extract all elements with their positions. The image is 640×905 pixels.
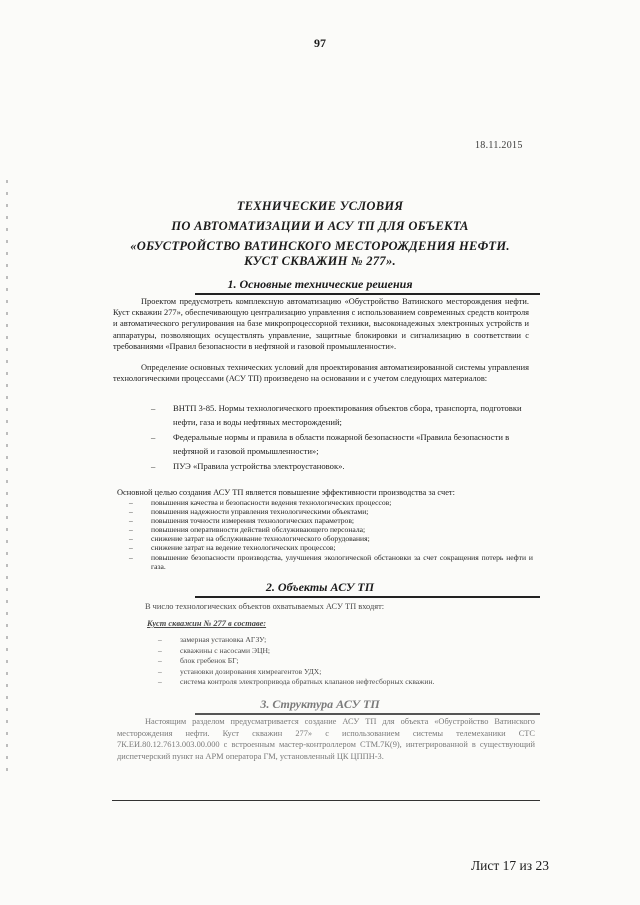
object-item: – замерная установка АГЗУ; — [150, 635, 535, 646]
materials-item: – ВНТП 3-85. Нормы технологического проектирования объектов сбора, транспорта, подготовки нефти, газа и воды нефтяных месторождений; — [143, 402, 533, 429]
object-item: – система контроля электропривода обратных клапанов нефтесборных скважин. — [150, 677, 535, 688]
section1-paragraph-1: Проектом предусмотреть комплексную автоматизацию «Обустройство Ватинского месторождения нефти. Куст скважин 277», обеспечивающую централизацию управления с использованием современных средств контроля и автоматического регулирования на базе микропроцессорной техники, высоконадежных электронных устройств и аппаратуры, позволяющих осуществлять управление, защитные блокировки и сигнализацию в соответствии с требованиями «Правил безопасности в нефтяной и газовой промышленности». — [113, 297, 529, 351]
heading-underline — [195, 713, 540, 715]
goal-item: – снижение затрат на обслуживание технологического оборудования; — [121, 534, 533, 543]
heading-underline — [195, 596, 540, 598]
goal-item: – снижение затрат на ведение технологических процессов; — [121, 543, 533, 552]
section2-heading: 2. Объекты АСУ ТП — [265, 580, 375, 594]
object-item: – блок гребенок БГ; — [150, 656, 535, 667]
title-line-4: КУСТ СКВАЖИН № 277». — [244, 254, 396, 268]
sheet-counter — [471, 858, 549, 874]
document-date: 18.11.2015 — [475, 140, 523, 151]
objects-list — [150, 635, 535, 688]
goal-item: – повышения оперативности действий обслуживающего персонала; — [121, 525, 533, 534]
section2-subheading: Куст скважин № 277 в составе: — [147, 619, 267, 628]
sheet-current: 17 — [502, 858, 517, 873]
title-line-2: ПО АВТОМАТИЗАЦИИ И АСУ ТП ДЛЯ ОБЪЕКТА — [171, 219, 469, 233]
scan-binding-holes — [6, 180, 9, 820]
page-number: 97 — [314, 36, 326, 50]
goals-list — [121, 498, 533, 571]
goal-item: – повышения надежности управления технологическими объектами; — [121, 507, 533, 516]
section2-intro: В число технологических объектов охватываемых АСУ ТП входят: — [145, 602, 385, 611]
sheet-of: из — [519, 858, 533, 873]
object-item: – скважины с насосами ЭЦН; — [150, 646, 535, 657]
goal-item: – повышения точности измерения технологических параметров; — [121, 516, 533, 525]
section1-paragraph-2: Определение основных технических условий для проектирования автоматизированной системы управления технологическими процессами (АСУ ТП) произведено на основании и с учетом следующих материалов: — [113, 363, 529, 384]
goal-item: – повышение безопасности производства, улучшения экологической обстановки за счет сокращения потерь нефти и газа. — [121, 553, 533, 571]
materials-item: – Федеральные нормы и правила в области пожарной безопасности «Правила безопасности в нефтяной и газовой промышленности»; — [143, 431, 533, 458]
title-line-3: «ОБУСТРОЙСТВО ВАТИНСКОГО МЕСТОРОЖДЕНИЯ НЕФТИ. — [130, 239, 510, 253]
sheet-label: Лист — [471, 858, 500, 873]
section3-paragraph: Настоящим разделом предусматривается создание АСУ ТП для объекта «Обустройство Ватинского месторождения нефти. Куст скважин 277» с использованием системы телемеханики СТС 7К.ЕИ.80.12.7613.003.00.000 с встроенным мастер-контроллером СТМ.7К(9), интегрированной в существующий диспетчерский пункт на АРМ оператора ГМ, установленный ЦК ЦППН-3. — [117, 717, 535, 761]
materials-item: – ПУЭ «Правила устройства электроустановок». — [143, 460, 533, 474]
object-item: – установки дозирования химреагентов УДХ; — [150, 667, 535, 678]
section3-heading: 3. Структура АСУ ТП — [260, 697, 380, 711]
section1-heading: 1. Основные технические решения — [227, 277, 413, 291]
title-line-1: ТЕХНИЧЕСКИЕ УСЛОВИЯ — [236, 199, 404, 213]
footer-rule — [112, 800, 540, 801]
heading-underline — [195, 293, 540, 295]
sheet-total: 23 — [535, 858, 549, 873]
goal-item: – повышения качества и безопасности ведения технологических процессов; — [121, 498, 533, 507]
materials-list — [143, 402, 533, 474]
goal-intro: Основной целью создания АСУ ТП является повышение эффективности производства за счет: — [117, 488, 455, 497]
